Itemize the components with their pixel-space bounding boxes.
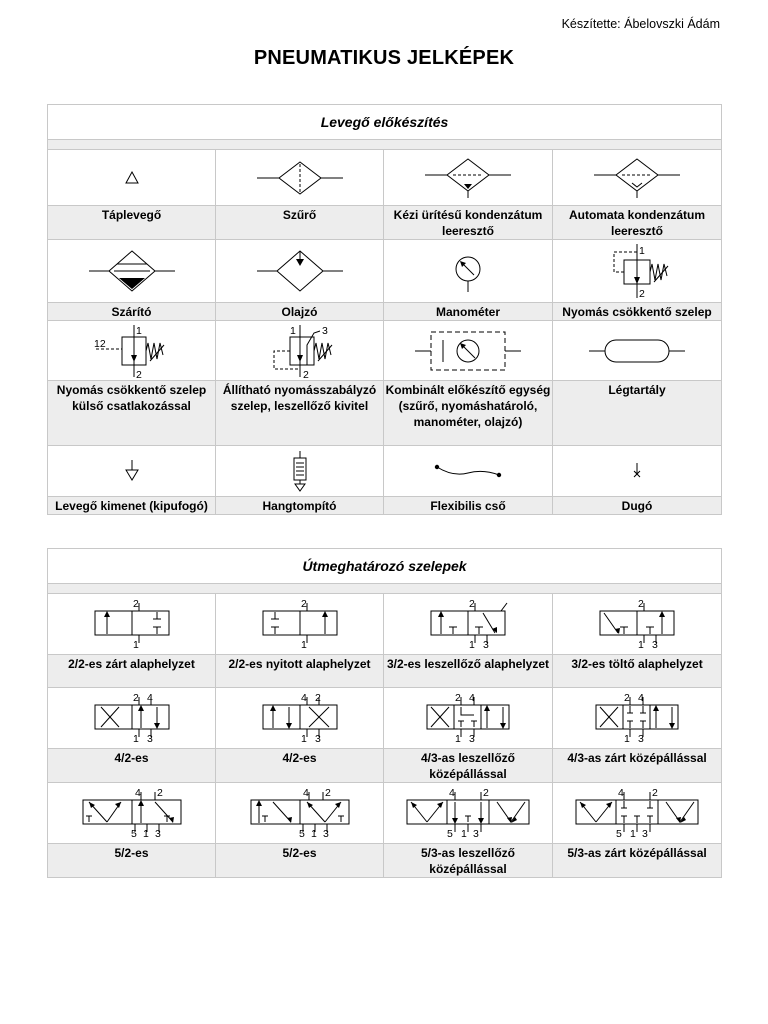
port-label: 5 — [616, 828, 622, 840]
relieving-regulator-symbol — [216, 321, 384, 381]
port-label: 1 — [132, 733, 139, 745]
label-manometer: Manométer — [384, 303, 553, 321]
port-label: 2 — [455, 692, 461, 704]
port-label: 4 — [302, 787, 309, 799]
label-pressure-reducer: Nyomás csökkentő szelep — [553, 303, 722, 321]
valve-53-exhausting-symbol — [384, 783, 553, 844]
flexible-hose-symbol — [384, 446, 553, 497]
port-label: 1 — [469, 639, 475, 651]
author-line: Készítette: Ábelovszki Ádám — [561, 17, 720, 31]
valve-53-closed-symbol — [553, 783, 722, 844]
port-label: 2 — [156, 787, 163, 799]
port-label: 1 — [132, 639, 139, 651]
label-valve-22-open: 2/2-es nyitott alaphelyzet — [216, 655, 384, 688]
frl-unit-symbol — [384, 321, 553, 381]
silencer-symbol — [216, 446, 384, 497]
valve-32-filling-symbol — [553, 594, 722, 655]
port-label: 1 — [310, 828, 317, 840]
port-label: 3 — [146, 733, 153, 745]
pressure-reducer-symbol — [553, 240, 722, 303]
label-relieving-regulator: Állítható nyomásszabályzó szelep, leszellőző kivitel — [216, 381, 384, 446]
manual-drain-symbol — [384, 150, 553, 206]
label-valve-43-exhausting: 4/3-as leszellőző középállással — [384, 749, 553, 783]
label-plug: Dugó — [553, 497, 722, 515]
air-tank-symbol — [553, 321, 722, 381]
label-valve-42-alt: 4/2-es — [216, 749, 384, 783]
dryer-symbol — [48, 240, 216, 303]
port-label: 3 — [473, 828, 479, 840]
port-label: 2 — [638, 598, 644, 610]
port-label: 4 — [449, 787, 455, 799]
label-valve-52: 5/2-es — [48, 844, 216, 878]
port-label: 2 — [639, 288, 645, 300]
port-label: 2 — [483, 787, 489, 799]
port-label: 5 — [298, 828, 305, 840]
valve-43-closed-symbol — [553, 688, 722, 749]
port-label: 2 — [132, 598, 139, 610]
port-label: 3 — [638, 733, 644, 745]
port-label: 12 — [93, 337, 106, 350]
port-label: 1 — [455, 733, 461, 745]
label-air-tank: Légtartály — [553, 381, 722, 446]
label-auto-drain: Automata kondenzátum leeresztő — [553, 206, 722, 240]
port-label: 4 — [618, 787, 624, 799]
page-title: PNEUMATIKUS JELKÉPEK — [253, 47, 515, 69]
port-label: 2 — [469, 598, 475, 610]
filter-symbol — [216, 150, 384, 206]
port-label: 1 — [300, 639, 307, 651]
port-label: 5 — [447, 828, 453, 840]
port-label: 3 — [154, 828, 161, 840]
port-label: 3 — [483, 639, 489, 651]
port-label: 3 — [642, 828, 648, 840]
label-valve-42: 4/2-es — [48, 749, 216, 783]
section-title-directional-valves: Útmeghatározó szelepek — [48, 549, 722, 584]
label-manual-drain: Kézi ürítésű kondenzátum leeresztő — [384, 206, 553, 240]
port-label: 2 — [135, 368, 142, 381]
port-label: 3 — [652, 639, 658, 651]
port-label: 3 — [321, 324, 328, 337]
port-label: 2 — [300, 598, 307, 610]
valve-43-exhausting-symbol — [384, 688, 553, 749]
valve-22-closed-symbol — [48, 594, 216, 655]
external-pilot-reducer-symbol — [48, 321, 216, 381]
lubricator-symbol — [216, 240, 384, 303]
port-label: 1 — [142, 828, 149, 840]
label-valve-52-alt: 5/2-es — [216, 844, 384, 878]
port-label: 2 — [302, 368, 309, 381]
port-label: 2 — [132, 692, 139, 704]
port-label: 3 — [322, 828, 329, 840]
air-preparation-table — [47, 104, 722, 515]
exhaust-symbol — [48, 446, 216, 497]
port-label: 2 — [324, 787, 331, 799]
port-label: 4 — [146, 692, 153, 704]
valve-52-alt-symbol — [216, 783, 384, 844]
port-label: 4 — [134, 787, 141, 799]
port-label: 2 — [314, 692, 321, 704]
label-dryer: Szárító — [48, 303, 216, 321]
valve-22-open-symbol — [216, 594, 384, 655]
spacer-row — [48, 140, 722, 150]
label-flexible-hose: Flexibilis cső — [384, 497, 553, 515]
label-valve-22-closed: 2/2-es zárt alaphelyzet — [48, 655, 216, 688]
label-valve-53-closed: 5/3-as zárt középállással — [553, 844, 722, 878]
port-label: 2 — [652, 787, 658, 799]
supply-air-symbol — [48, 150, 216, 206]
valve-42-symbol — [48, 688, 216, 749]
label-silencer: Hangtompító — [216, 497, 384, 515]
port-label: 4 — [300, 692, 307, 704]
label-external-pilot-reducer: Nyomás csökkentő szelep külső csatlakozással — [48, 381, 216, 446]
label-valve-43-closed: 4/3-as zárt középállással — [553, 749, 722, 783]
label-frl-unit: Kombinált előkészítő egység (szűrő, nyomáshatároló, manométer, olajzó) — [384, 381, 553, 446]
port-label: 3 — [469, 733, 475, 745]
port-label: 5 — [130, 828, 137, 840]
port-label: 1 — [461, 828, 467, 840]
spacer-row — [48, 584, 722, 594]
port-label: 1 — [300, 733, 307, 745]
valve-32-exhausting-symbol — [384, 594, 553, 655]
section-title-air-preparation: Levegő előkészítés — [48, 105, 722, 140]
label-lubricator: Olajzó — [216, 303, 384, 321]
label-exhaust: Levegő kimenet (kipufogó) — [48, 497, 216, 515]
label-filter: Szűrő — [216, 206, 384, 240]
port-label: 1 — [638, 639, 644, 651]
port-label: 1 — [135, 324, 142, 337]
port-label: 2 — [624, 692, 630, 704]
port-label: 1 — [289, 324, 296, 337]
label-supply-air: Táplevegő — [48, 206, 216, 240]
valve-52-symbol — [48, 783, 216, 844]
port-label: 3 — [314, 733, 321, 745]
auto-drain-symbol — [553, 150, 722, 206]
port-label: 1 — [639, 245, 645, 257]
port-label: 4 — [638, 692, 644, 704]
label-valve-32-exhausting: 3/2-es leszellőző alaphelyzet — [384, 655, 553, 688]
directional-valves-table — [47, 548, 722, 878]
label-valve-32-filling: 3/2-es töltő alaphelyzet — [553, 655, 722, 688]
plug-symbol — [553, 446, 722, 497]
manometer-symbol — [384, 240, 553, 303]
port-label: 1 — [630, 828, 636, 840]
port-label: 1 — [624, 733, 630, 745]
port-label: 4 — [469, 692, 475, 704]
label-valve-53-exhausting: 5/3-as leszellőző középállással — [384, 844, 553, 878]
valve-42-alt-symbol — [216, 688, 384, 749]
